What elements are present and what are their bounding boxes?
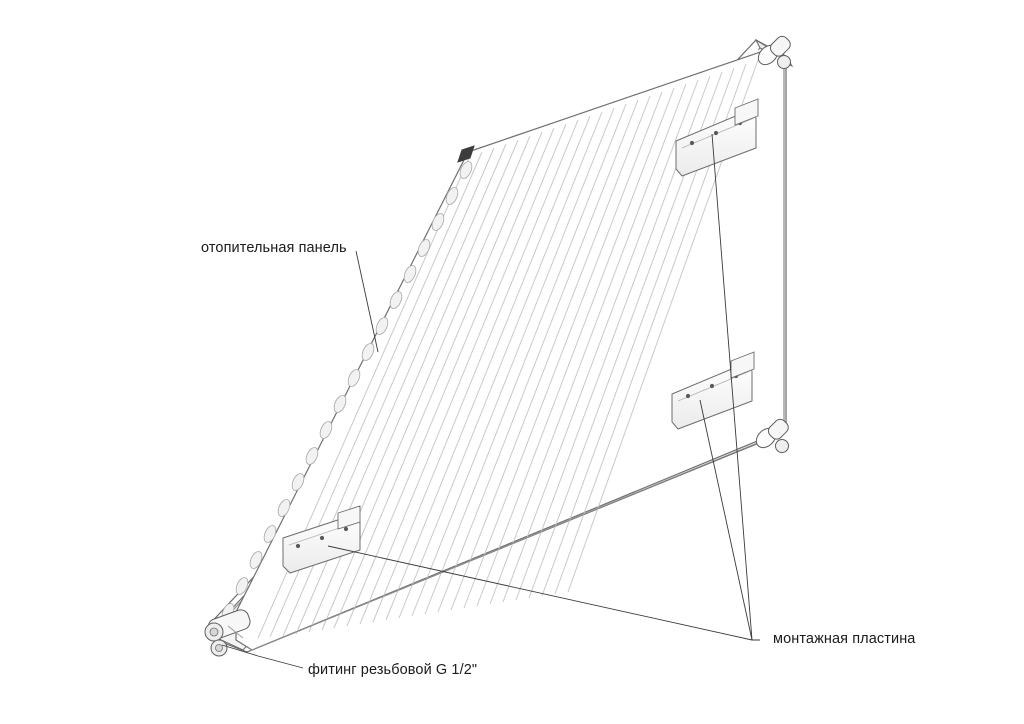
leader-heating-panel [356, 251, 378, 352]
callout-label-mounting-plate: монтажная пластина [773, 631, 916, 647]
leader-fitting [222, 645, 303, 668]
callout-label-heating-panel: отопительная панель [201, 240, 347, 256]
callout-label-threaded-fitting: фитинг резьбовой G 1/2" [308, 662, 478, 678]
